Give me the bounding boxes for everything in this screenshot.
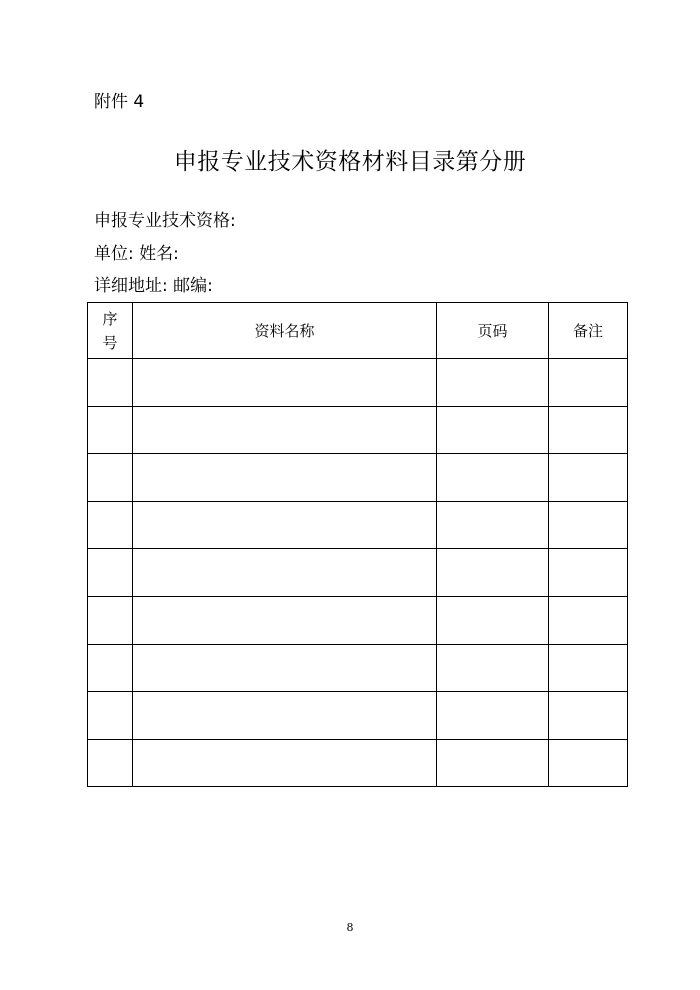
- material-name-cell[interactable]: [133, 501, 437, 549]
- table-header-row: [88, 303, 628, 359]
- page-number-cell[interactable]: [437, 359, 549, 407]
- material-name-cell[interactable]: [133, 549, 437, 597]
- table-row: [88, 596, 628, 644]
- page-number-cell[interactable]: [437, 692, 549, 740]
- remarks-cell[interactable]: [549, 596, 628, 644]
- material-name-cell[interactable]: [133, 454, 437, 502]
- header-material-name: 资料名称: [133, 303, 437, 359]
- page-number-cell[interactable]: [437, 739, 549, 787]
- remarks-cell[interactable]: [549, 692, 628, 740]
- seq-cell[interactable]: [88, 359, 133, 407]
- seq-cell[interactable]: [88, 692, 133, 740]
- page-number-cell[interactable]: [437, 644, 549, 692]
- table-row: [88, 644, 628, 692]
- seq-cell[interactable]: [88, 596, 133, 644]
- seq-cell[interactable]: [88, 739, 133, 787]
- page-number-cell[interactable]: [437, 549, 549, 597]
- material-name-cell[interactable]: [133, 596, 437, 644]
- material-name-cell[interactable]: [133, 359, 437, 407]
- remarks-cell[interactable]: [549, 501, 628, 549]
- material-name-cell[interactable]: [133, 406, 437, 454]
- remarks-cell[interactable]: [549, 549, 628, 597]
- header-page-number: 页码: [437, 303, 549, 359]
- page-number-cell[interactable]: [437, 596, 549, 644]
- page-number-cell[interactable]: [437, 406, 549, 454]
- table-row: [88, 501, 628, 549]
- seq-cell[interactable]: [88, 406, 133, 454]
- remarks-cell[interactable]: [549, 454, 628, 502]
- remarks-cell[interactable]: [549, 359, 628, 407]
- qualification-field-label: 申报专业技术资格:: [94, 211, 236, 231]
- address-postcode-field-label: 详细地址: 邮编:: [94, 276, 213, 296]
- seq-cell[interactable]: [88, 549, 133, 597]
- material-name-cell[interactable]: [133, 739, 437, 787]
- page-number-cell[interactable]: [437, 454, 549, 502]
- attachment-label: 附件 4: [94, 92, 145, 112]
- seq-cell[interactable]: [88, 501, 133, 549]
- table-row: [88, 406, 628, 454]
- header-seq: 序号: [88, 303, 133, 359]
- remarks-cell[interactable]: [549, 739, 628, 787]
- table-row: [88, 739, 628, 787]
- remarks-cell[interactable]: [549, 644, 628, 692]
- page-title: 申报专业技术资格材料目录第分册: [173, 149, 527, 175]
- page-number: 8: [346, 921, 354, 934]
- material-name-cell[interactable]: [133, 692, 437, 740]
- table-row: [88, 692, 628, 740]
- seq-cell[interactable]: [88, 644, 133, 692]
- header-remarks: 备注: [549, 303, 628, 359]
- page-number-cell[interactable]: [437, 501, 549, 549]
- materials-catalog-table: [87, 302, 628, 787]
- material-name-cell[interactable]: [133, 644, 437, 692]
- table-row: [88, 359, 628, 407]
- table-row: [88, 454, 628, 502]
- unit-name-field-label: 单位: 姓名:: [94, 244, 179, 264]
- table-row: [88, 549, 628, 597]
- seq-cell[interactable]: [88, 454, 133, 502]
- remarks-cell[interactable]: [549, 406, 628, 454]
